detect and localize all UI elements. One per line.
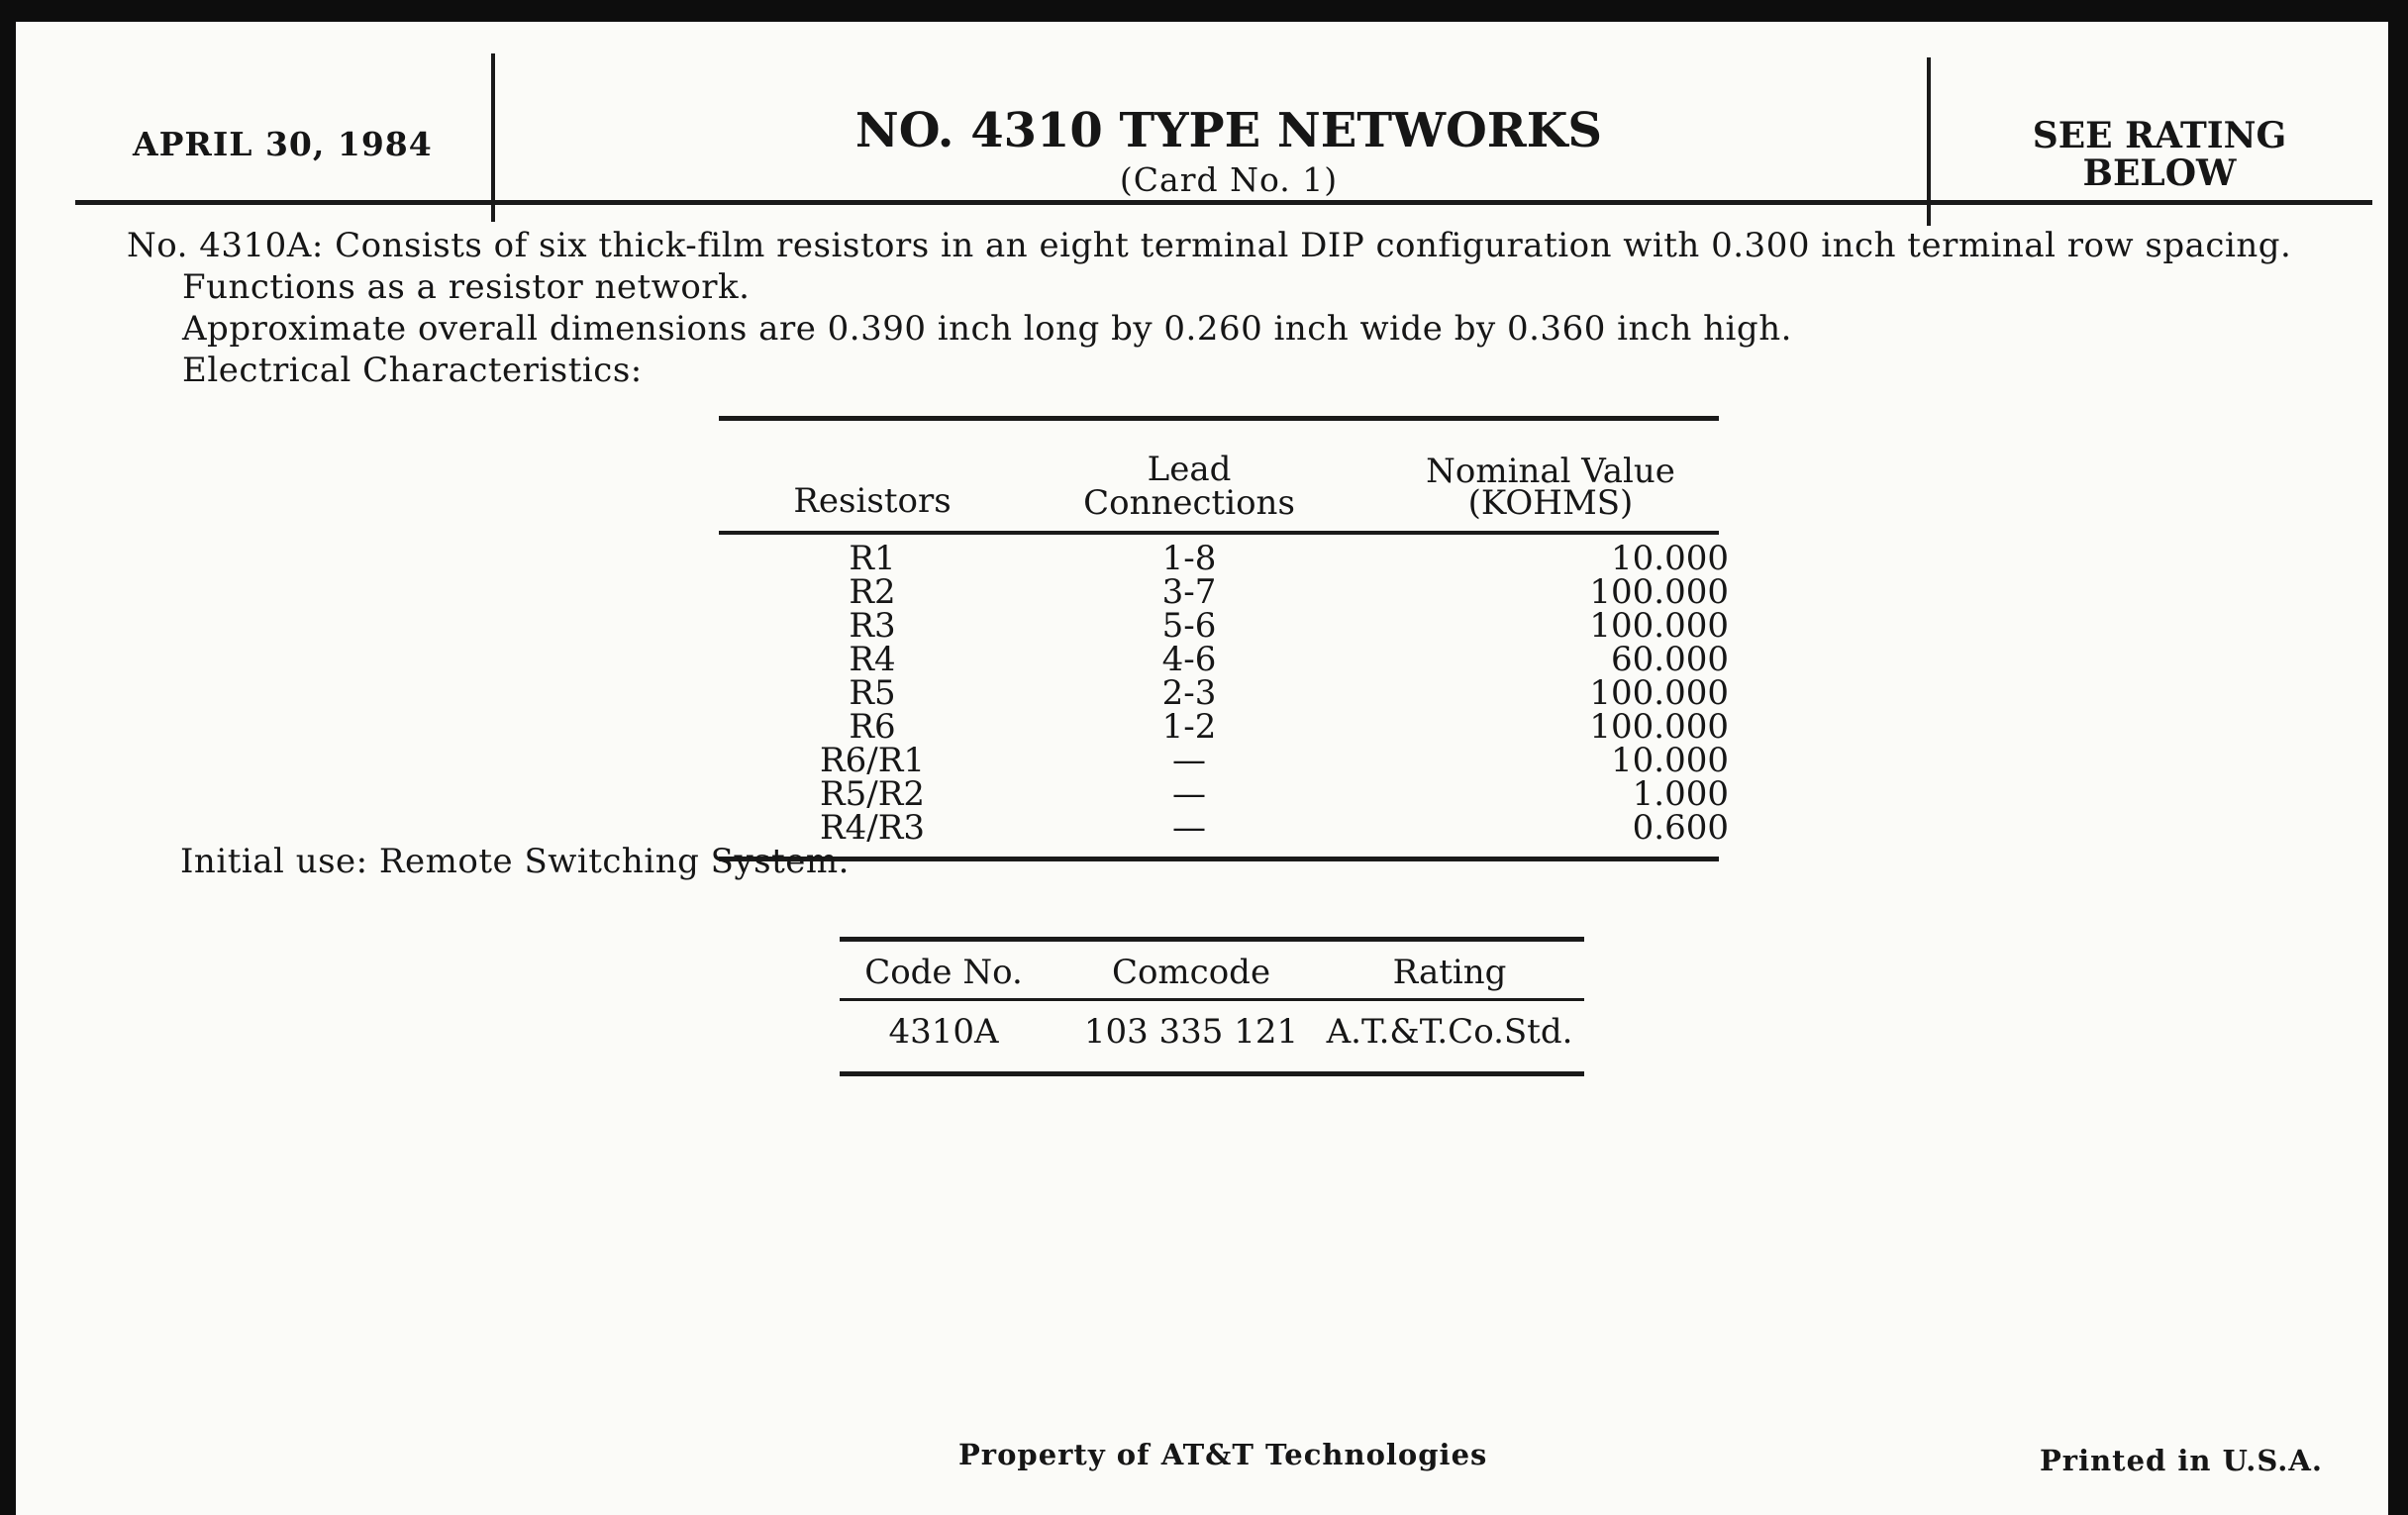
column-header-code: Code No. (864, 953, 1023, 992)
code-cell: 4310A (888, 1012, 999, 1052)
initial-use-note: Initial use: Remote Switching System. (180, 842, 850, 881)
column-header-resistors: Resistors (793, 481, 952, 521)
description-line-4: Electrical Characteristics: (182, 351, 643, 390)
resistor-cell: R5/R2 (820, 774, 925, 814)
nominal-value-cell: 100.000 (1589, 707, 1729, 747)
nominal-value-cell: 10.000 (1611, 539, 1729, 578)
nominal-value-cell: 100.000 (1589, 673, 1729, 713)
resistor-cell: R4/R3 (820, 808, 925, 848)
code-table (840, 937, 1584, 1085)
lead-connection-cell: 5-6 (1161, 606, 1217, 646)
code-table-top-rule (840, 937, 1584, 942)
lead-connection-cell: — (1172, 808, 1206, 848)
lead-connection-cell: 1-2 (1161, 707, 1217, 747)
resistor-cell: R4 (849, 640, 896, 679)
property-footer: Property of AT&T Technologies (958, 1438, 1488, 1471)
lead-connection-cell: 4-6 (1161, 640, 1217, 679)
nominal-value-cell: 1.000 (1632, 774, 1729, 814)
nominal-value-cell: 0.600 (1632, 808, 1729, 848)
table-bottom-rule (719, 857, 1719, 861)
lead-connection-cell: 3-7 (1161, 572, 1217, 612)
table-header-rule (719, 531, 1719, 535)
nominal-value-cell: 10.000 (1611, 741, 1729, 780)
lead-connection-cell: 2-3 (1161, 673, 1217, 713)
column-header-nominal-2: (KOHMS) (1467, 483, 1634, 523)
code-table-bottom-rule (840, 1071, 1584, 1076)
column-header-lead-1: Lead (1147, 450, 1232, 489)
table-top-rule (719, 416, 1719, 421)
column-header-nominal-1: Nominal Value (1426, 452, 1675, 491)
lead-connection-cell: 1-8 (1161, 539, 1217, 578)
code-table-header-rule (840, 998, 1584, 1001)
nominal-value-cell: 60.000 (1611, 640, 1729, 679)
card-number: (Card No. 1) (1119, 160, 1339, 199)
rating-cell: A.T.&T.Co.Std. (1326, 1012, 1573, 1052)
nominal-value-cell: 100.000 (1589, 606, 1729, 646)
card-date: APRIL 30, 1984 (133, 125, 433, 163)
lead-connection-cell: — (1172, 774, 1206, 814)
resistor-cell: R5 (849, 673, 896, 713)
column-header-rating: Rating (1392, 953, 1507, 992)
electrical-characteristics-table (719, 416, 1729, 871)
description-line-2: Functions as a resistor network. (182, 267, 751, 307)
resistor-cell: R6/R1 (820, 741, 925, 780)
description-line-3: Approximate overall dimensions are 0.390 inch long by 0.260 inch wide by 0.360 inch high. (182, 309, 1792, 349)
column-header-comcode: Comcode (1111, 953, 1271, 992)
table-body (719, 539, 1729, 848)
description-line-1: No. 4310A: Consists of six thick-film resistors in an eight terminal DIP configuration with 0.300 inch terminal row spacing. (127, 226, 2292, 265)
header-rule (75, 200, 2372, 205)
resistor-cell: R3 (849, 606, 896, 646)
resistor-cell: R6 (849, 707, 896, 747)
resistor-cell: R1 (849, 539, 896, 578)
column-header-lead-2: Connections (1083, 483, 1295, 523)
rating-note-line1: SEE RATING (2032, 115, 2287, 156)
header-divider-left (491, 53, 495, 222)
printed-footer: Printed in U.S.A. (2040, 1444, 2323, 1477)
page-title: NO. 4310 TYPE NETWORKS (854, 103, 1603, 158)
lead-connection-cell: — (1172, 741, 1206, 780)
resistor-cell: R2 (849, 572, 896, 612)
rating-note-line2: BELOW (2082, 152, 2237, 194)
nominal-value-cell: 100.000 (1589, 572, 1729, 612)
reference-card (16, 22, 2388, 1515)
rating-note (1947, 117, 2372, 192)
comcode-cell: 103 335 121 (1083, 1012, 1299, 1052)
